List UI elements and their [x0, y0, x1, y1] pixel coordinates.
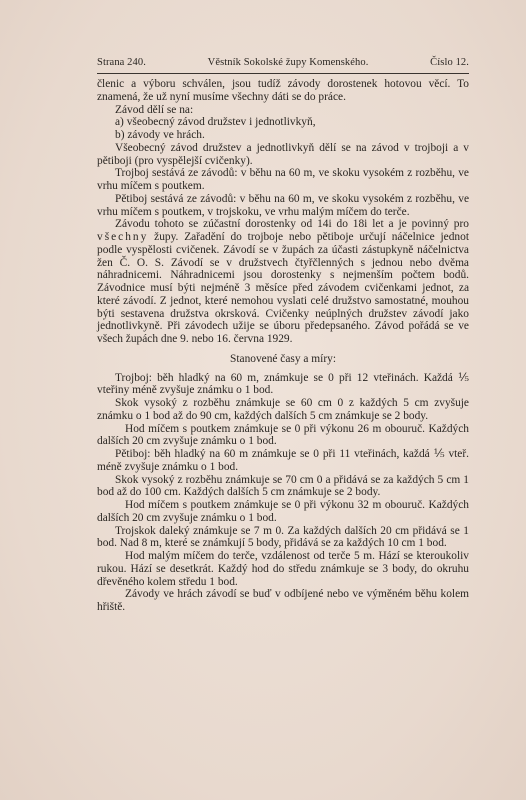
rule-paragraph: Závody ve hrách závodí se buď v odbíjené nebo ve výměném běhu kolem hřiště. [97, 588, 469, 613]
page-header [97, 57, 469, 68]
paragraph-text: župy. Zařadění do trojboje nebo pětiboje určují náčelnice jednot podle vyspělosti cvičenek. Závodí se v župách za účasti zástupkyně náčelnictva žen Č. O. S. Závodí se v družstvech čtyřčlenných s jednou nebo dvěma náhradnicemi. Náhradnicemi jsou dorostenky s nejmenším počtem bodů. Závodnice musí býti nejméně 3 měsíce před závodem cvičenkami jednot, za které závodí. Z jednot, které nemohou vyslati celé družstvo samostatné, mouhou býti sestavena družstva okrsková. Cvičenky neúplných družstev závodí jako jednotlivkyně. Při závodech užije se úboru předepsaného. Závod pořádá se ve všech župách dne 9. nebo 16. června 1929. [97, 231, 469, 345]
rule-paragraph: Skok vysoký z rozběhu známkuje se 70 cm 0 a přidává se za každých 5 cm 1 bod až do 100 cm. Každých dalších 5 cm známkuje se 2 body. [97, 473, 469, 499]
header-rule [97, 73, 469, 74]
rule-paragraph: Trojboj: běh hladký na 60 m, známkuje se 0 při 12 vteřinách. Každá ⅕ vteřiny méně zvyšuje známku o 1 bod. [97, 371, 469, 397]
issue-number: Číslo 12. [430, 57, 469, 68]
list-item: a) všeobecný závod družstev i jednotlivkyň, [115, 116, 316, 129]
paragraph: členic a výboru schválen, jsou tudíž závody dorostenek hotovou věcí. To znamená, že už nyní musíme všechny dáti se do práce. [97, 78, 469, 103]
paragraph: Pětiboj sestává ze závodů: v běhu na 60 m, ve skoku vysokém z rozběhu, ve vrhu míčem s poutkem, v trojskoku, ve vrhu malým míčem do terče. [97, 192, 469, 218]
paragraph: Závod dělí se na: [115, 103, 194, 116]
emphasis-text: všechny [97, 231, 149, 243]
article-body [97, 78, 469, 614]
paragraph: Všeobecný závod družstev a jednotlivkyň dělí se na závod v trojboji a v pětiboji (pro vyspělejší cvičenky). [97, 141, 469, 167]
page-number: Strana 240. [97, 57, 146, 68]
section-subheading: Stanovené časy a míry: [230, 352, 336, 365]
rule-paragraph: Skok vysoký z rozběhu známkuje se 60 cm 0 z každých 5 cm zvyšuje známku o 1 bod až do 90 cm, každých dalších 5 cm známkuje se 2 body. [97, 397, 469, 422]
paragraph [97, 218, 469, 346]
rule-paragraph: Trojskok daleký známkuje se 7 m 0. Za každých dalších 20 cm přidává se 1 bod. Nad 8 m, které se známkují 5 body, přidává se za každých 10 cm 1 bod. [97, 524, 469, 550]
journal-title: Věstník Sokolské župy Komenského. [207, 57, 369, 68]
paragraph-text: Závodu tohoto se zúčastní dorostenky od 14i do 18i let a je povinný pro [115, 218, 469, 231]
rule-paragraph: Hod malým míčem do terče, vzdálenost od terče 5 m. Hází se kteroukoliv rukou. Hází se desetkrát. Každý hod do středu známkuje se 3 body, do okruhu dřevěného kolem středu 1 bod. [97, 550, 469, 588]
rule-paragraph: Hod míčem s poutkem známkuje se 0 při výkonu 32 m obouruč. Každých dalších 20 cm zvyšuje známku o 1 bod. [97, 499, 469, 524]
rule-paragraph: Hod míčem s poutkem známkuje se 0 při výkonu 26 m obouruč. Každých dalších 20 cm zvyšuje známku o 1 bod. [97, 422, 469, 448]
rule-paragraph: Pětiboj: běh hladký na 60 m známkuje se 0 při 11 vteřinách, každá ⅕ vteř. méně zvyšuje známku o 1 bod. [97, 448, 469, 473]
list-item: b) závody ve hrách. [115, 129, 205, 141]
paragraph: Trojboj sestává ze závodů: v běhu na 60 m, ve skoku vysokém z rozběhu, ve vrhu míčem s poutkem. [97, 167, 469, 192]
